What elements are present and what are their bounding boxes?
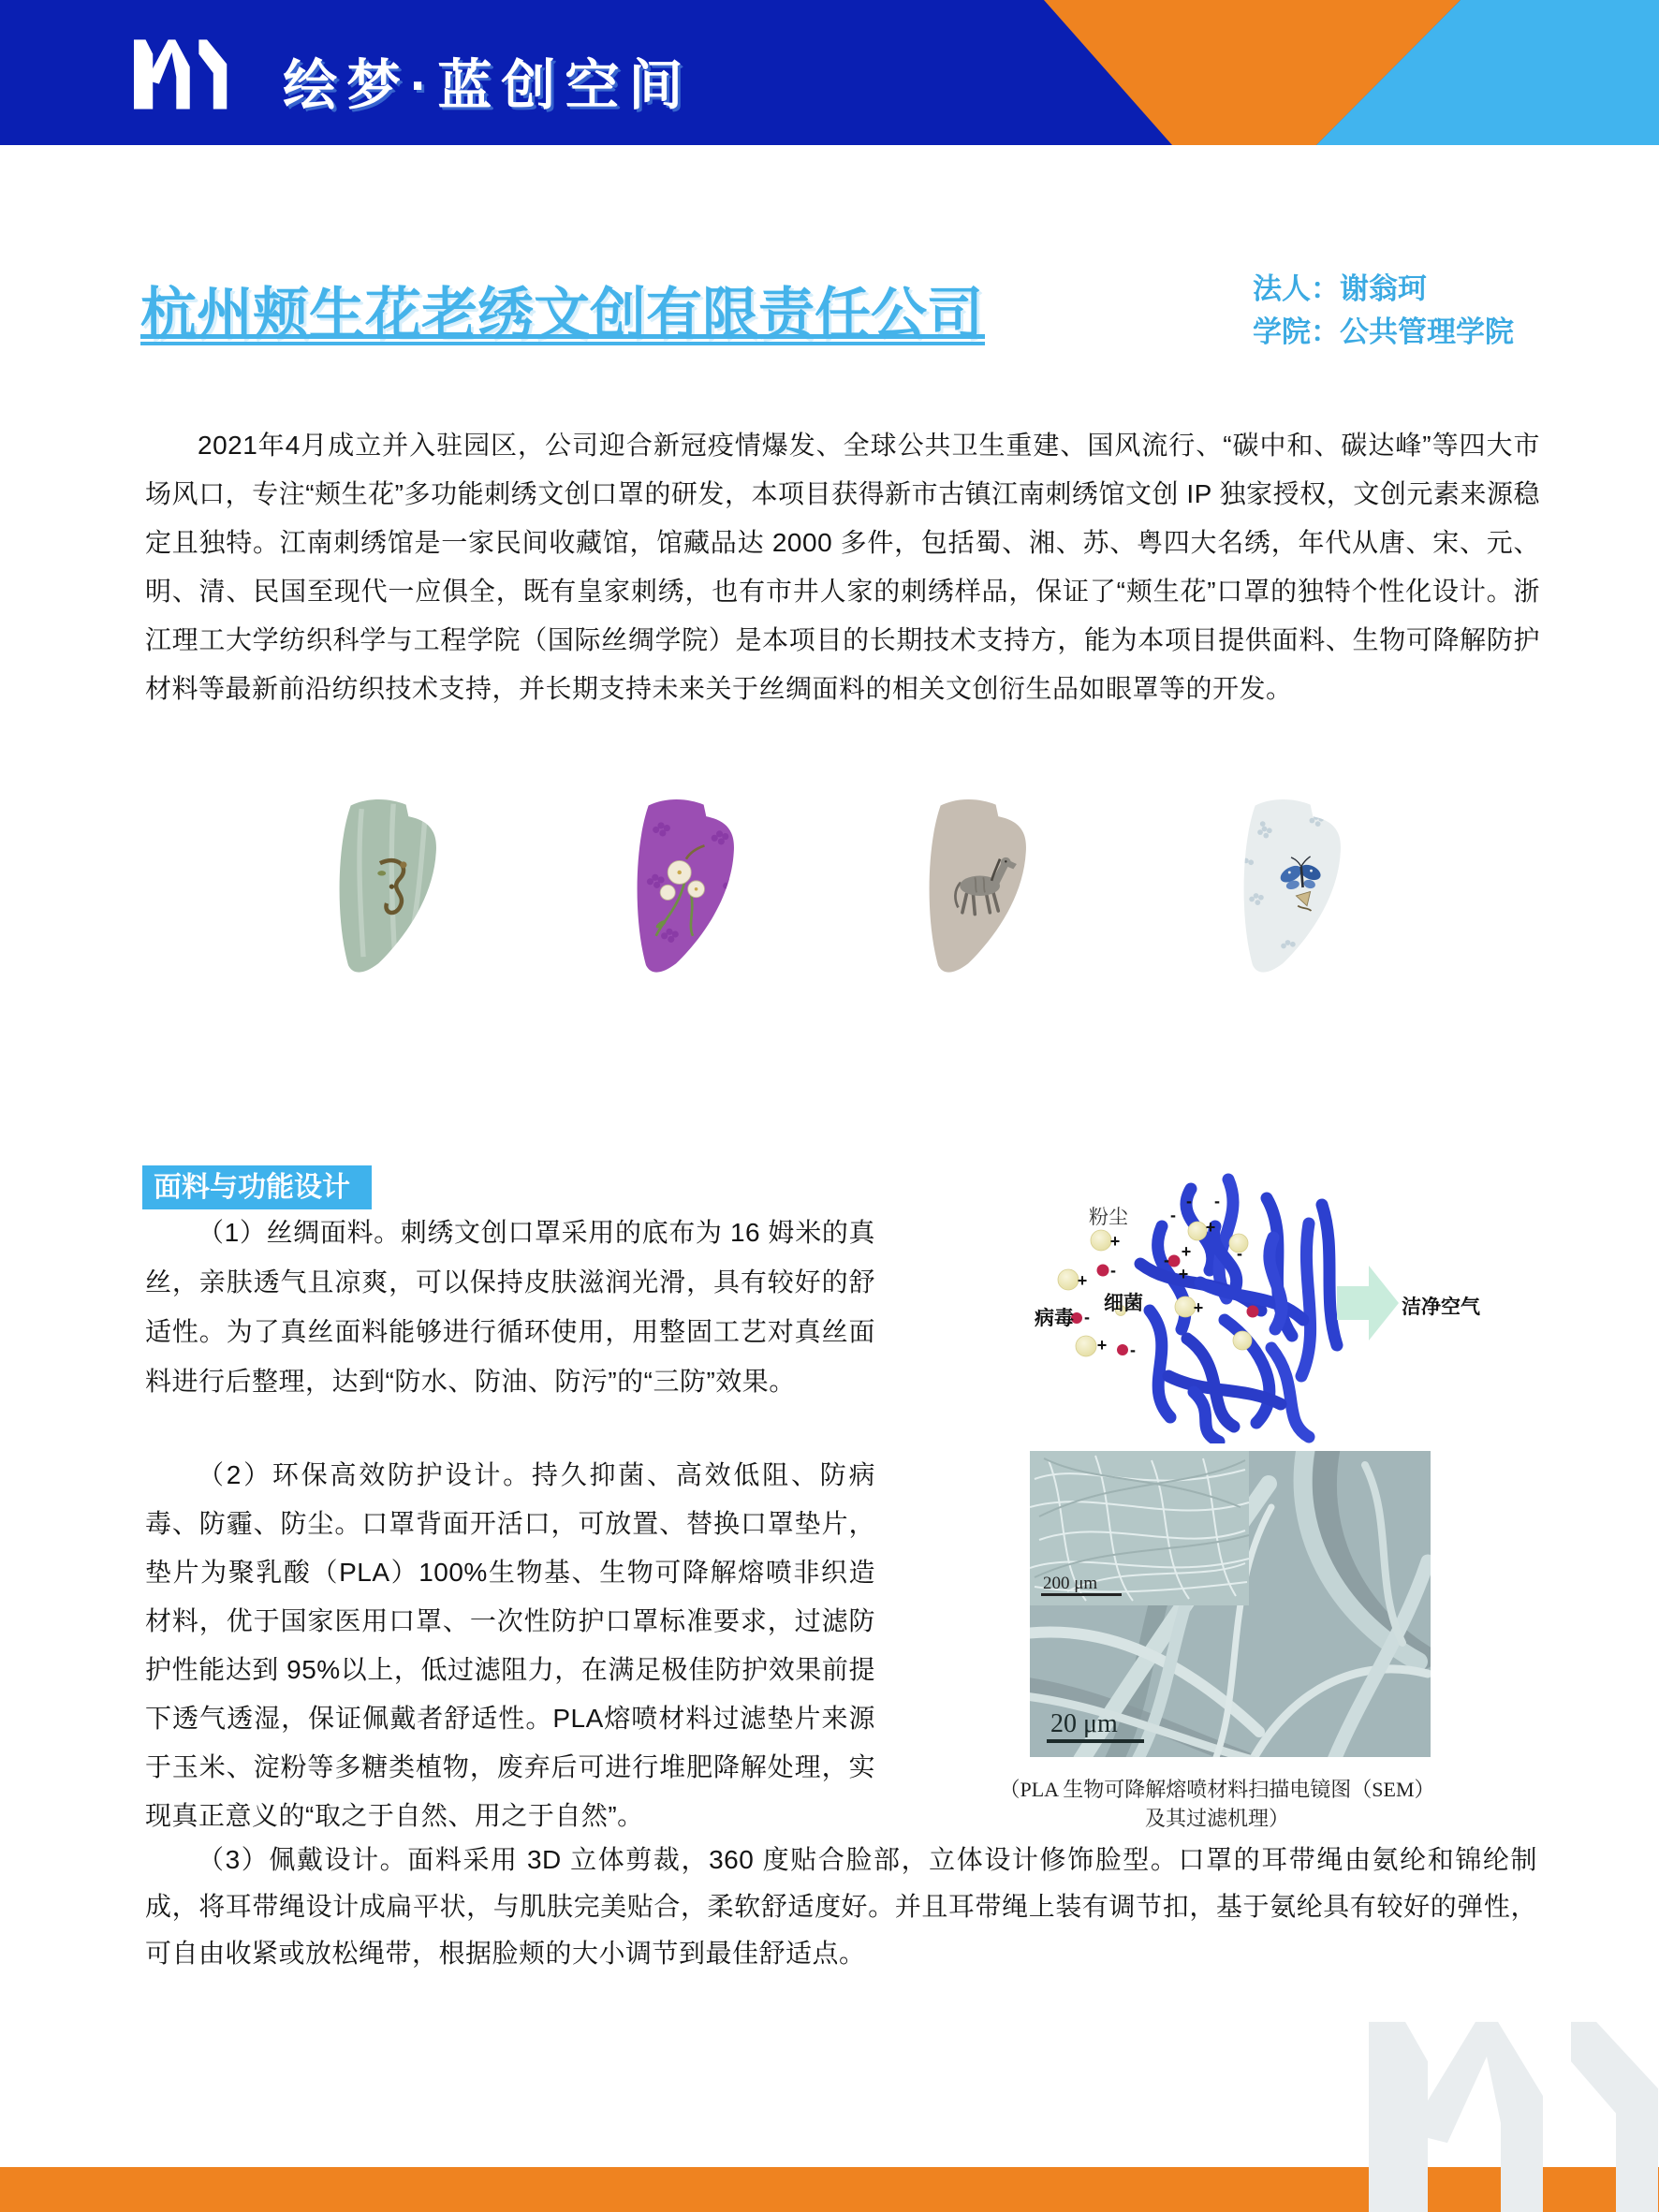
inset-scale-label: 200 μm — [1043, 1574, 1098, 1593]
dust-label: 粉尘 — [1089, 1207, 1128, 1228]
college-label: 学院：公共管理学院 — [1253, 315, 1514, 348]
sem-figure-caption: （PLA 生物可降解熔喷材料扫描电镜图（SEM）及其过滤机理） — [999, 1778, 1435, 1830]
svg-text:-: - — [1214, 1192, 1220, 1210]
svg-text:+: + — [1178, 1265, 1189, 1283]
footer-watermark-logo — [1369, 2014, 1659, 2212]
svg-text:+: + — [1205, 1218, 1216, 1237]
sem-inset-image — [1030, 1451, 1249, 1605]
main-scale-label: 20 μm — [1050, 1709, 1118, 1738]
filtration-mechanism-diagram — [992, 1172, 1517, 1443]
sem-micrograph-image — [1030, 1451, 1431, 1757]
clean-air-arrow-icon — [1337, 1266, 1399, 1340]
svg-text:-: - — [1164, 1251, 1169, 1269]
mask-image-white-butterfly — [1206, 794, 1393, 974]
header-bar — [0, 0, 1659, 145]
bacteria-label: 细菌 — [1104, 1293, 1143, 1314]
mask-image-sage-green — [301, 794, 489, 974]
legal-person-label: 法人：谢翁珂 — [1253, 272, 1427, 305]
svg-text:+: + — [1077, 1271, 1088, 1290]
virus-label: 病毒 — [1035, 1308, 1074, 1329]
inset-scale-bar — [1041, 1593, 1122, 1596]
paragraph-protection-design: （2）环保高效防护设计。持久抑菌、高效低阻、防病毒、防霾、防尘。口罩背面开活口，可放置、替换口罩垫片，垫片为聚乳酸（PLA）100%生物基、生物可降解熔喷非织造材料，优于国家医用口罩、一次性防护口罩标准要求，过滤防护性能达到 95%以上，低过滤阻力，在满足极佳防护效果前提下透气透湿，保证佩戴者舒适性。PLA熔喷材料过滤垫片来源于玉米、淀粉等多糖类植物，废弃后可进行堆肥降解处理，实现真正意义的“取之于自然、用之于自然”。 — [145, 1460, 875, 1830]
mask-image-purple-magnolia — [599, 794, 786, 974]
paragraph-silk-fabric: （1）丝绸面料。刺绣文创口罩采用的底布为 16 姆米的真丝，亲肤透气且凉爽，可以保持皮肤滋润光滑，具有较好的舒适性。为了真丝面料能够进行循环使用，用整固工艺对真丝面料进行后整理，达到“防水、防油、防污”的“三防”效果。 — [145, 1218, 875, 1396]
section-header-fabric-function: 面料与功能设计 — [142, 1165, 372, 1209]
intro-paragraph: 2021年4月成立并入驻园区，公司迎合新冠疫情爆发、全球公共卫生重建、国风流行、“碳中和、碳达峰”等四大市场风口，专注“颊生花”多功能刺绣文创口罩的研发，本项目获得新市古镇江南刺绣馆文创 IP 独家授权，文创元素来源稳定且独特。江南刺绣馆是一家民间收藏馆，馆藏品达 2000 多件，包括蜀、湘、苏、粤四大名绣，年代从唐、宋、元、明、清、民国至现代一应俱全，既有皇家刺绣，也有市井人家的刺绣样品，保证了“颊生花”口罩的独特个性化设计。浙江理工大学纺织科学与工程学院（国际丝绸学院）是本项目的长期技术支持方，能为本项目提供面料、生物可降解防护材料等最新前沿纺织技术支持，并长期支持未来关于丝绸面料的相关文创衍生品如眼罩等的开发。 — [145, 431, 1540, 703]
svg-text:-: - — [1237, 1244, 1242, 1263]
svg-text:-: - — [1084, 1308, 1090, 1326]
clean-air-label: 洁净空气 — [1402, 1296, 1480, 1318]
svg-text:+: + — [1096, 1336, 1108, 1355]
brand-title: 绘梦·蓝创空间 — [283, 55, 693, 116]
company-name-title: 杭州颊生花老绣文创有限责任公司 — [140, 283, 983, 345]
main-scale-bar — [1047, 1739, 1144, 1743]
svg-text:-: - — [1110, 1261, 1116, 1280]
paragraph-wearing-design: （3）佩戴设计。面料采用 3D 立体剪裁，360 度贴合脸部，立体设计修饰脸型。口罩的耳带绳由氨纶和锦纶制成，将耳带绳设计成扁平状，与肌肤完美贴合，柔软舒适度好。并且耳带绳上装有调节扣，基于氨纶具有较好的弹性，可自由收紧或放松绳带，根据脸颊的大小调节到最佳舒适点。 — [145, 1845, 1537, 1968]
mountain-m-watermark-icon — [1369, 2014, 1659, 2212]
title-double-underline — [140, 334, 985, 345]
svg-text:-: - — [1170, 1206, 1176, 1224]
svg-text:+: + — [1193, 1298, 1204, 1317]
svg-text:-: - — [1186, 1192, 1192, 1210]
svg-text:-: - — [1130, 1340, 1136, 1359]
mask-image-beige-horse — [891, 794, 1079, 974]
svg-text:+: + — [1181, 1242, 1192, 1261]
mountain-m-logo-icon — [134, 37, 233, 110]
svg-text:+: + — [1109, 1232, 1121, 1251]
